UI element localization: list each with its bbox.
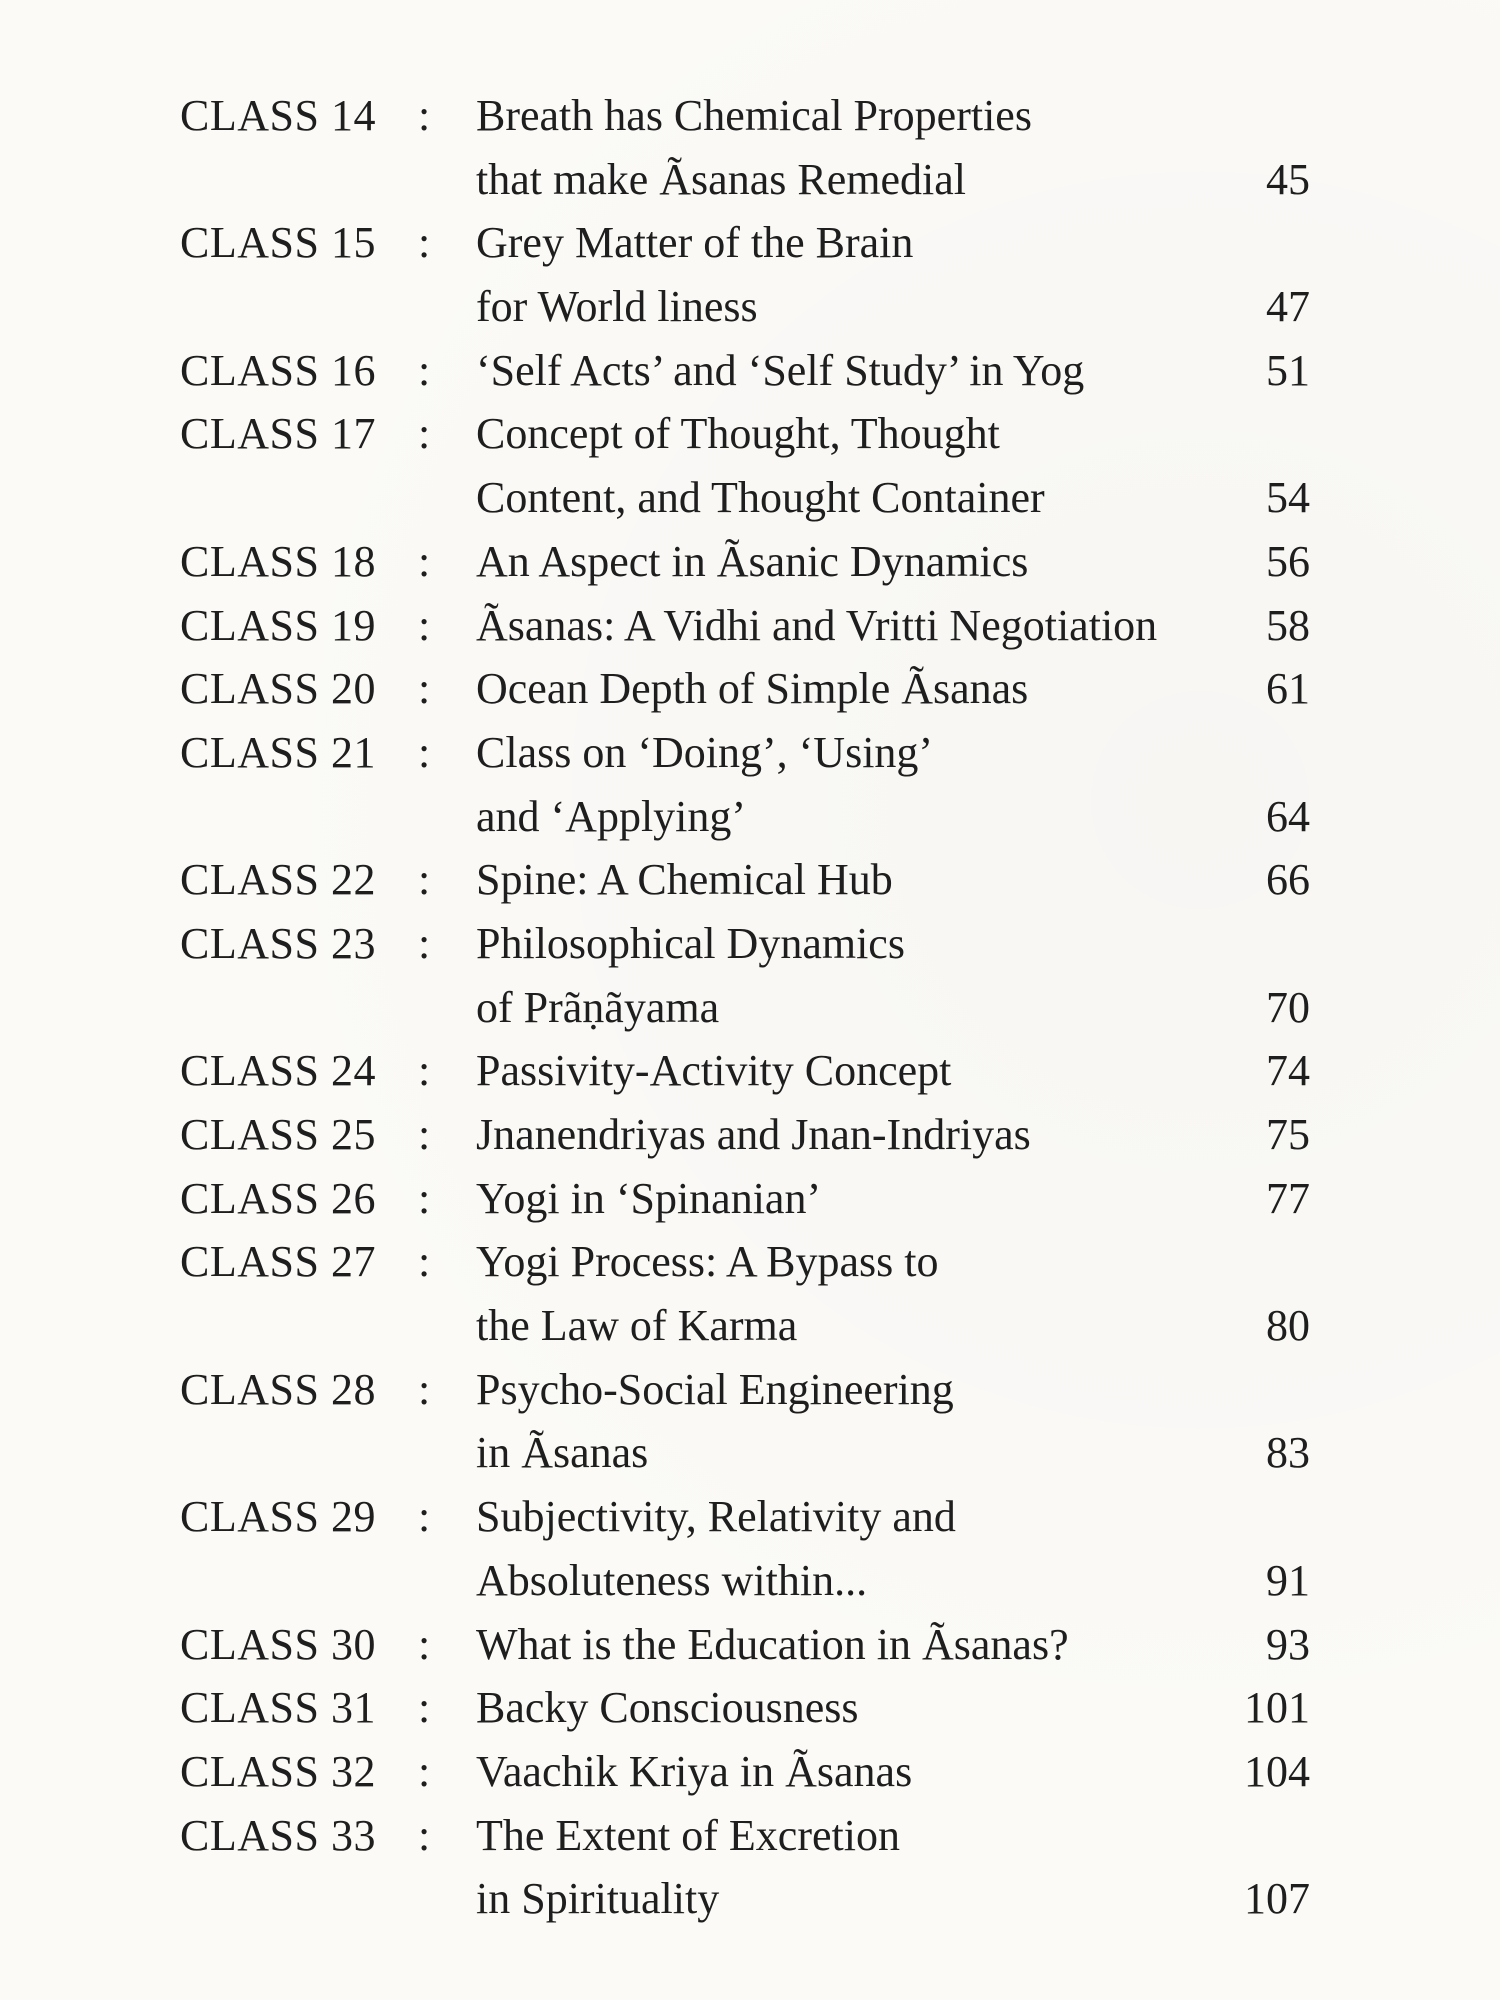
chapter-title: Backy Consciousness bbox=[476, 1683, 859, 1733]
chapter-title: the Law of Karma bbox=[476, 1301, 798, 1351]
class-label: CLASS 20 bbox=[180, 664, 376, 714]
page-number: 75 bbox=[1266, 1110, 1310, 1159]
chapter-title: Subjectivity, Relativity and bbox=[476, 1492, 956, 1542]
page-number: 61 bbox=[1266, 664, 1310, 714]
page-number: 54 bbox=[1266, 473, 1310, 523]
chapter-title: Grey Matter of the Brain bbox=[476, 218, 914, 268]
toc-entry bbox=[0, 1230, 1500, 1357]
label-separator: : bbox=[418, 1746, 431, 1796]
label-separator: : bbox=[418, 1492, 431, 1542]
toc-entry bbox=[0, 211, 1500, 338]
page-number: 104 bbox=[1244, 1746, 1310, 1796]
label-separator: : bbox=[418, 345, 431, 395]
toc-entry-line bbox=[0, 1549, 1500, 1613]
chapter-title: and ‘Applying’ bbox=[476, 791, 747, 841]
toc-entry-line bbox=[0, 976, 1500, 1040]
class-label: CLASS 28 bbox=[180, 1364, 376, 1414]
toc-entry-line bbox=[0, 1676, 1500, 1740]
page-number: 51 bbox=[1266, 345, 1310, 395]
toc-entry bbox=[0, 1358, 1500, 1485]
toc-entry bbox=[0, 1613, 1500, 1677]
toc-entry-line bbox=[0, 84, 1500, 148]
toc-entry-line bbox=[0, 466, 1500, 530]
toc-entry-line bbox=[0, 1867, 1500, 1931]
class-label: CLASS 21 bbox=[180, 727, 376, 777]
toc-entry-line bbox=[0, 1294, 1500, 1358]
chapter-title: Passivity-Activity Concept bbox=[476, 1046, 952, 1096]
toc-entry-line bbox=[0, 594, 1500, 658]
class-label: CLASS 25 bbox=[180, 1110, 376, 1159]
toc-entry bbox=[0, 1103, 1500, 1167]
page-number: 93 bbox=[1266, 1619, 1310, 1669]
page-number: 66 bbox=[1266, 855, 1310, 905]
toc-entry-line bbox=[0, 148, 1500, 212]
chapter-title: Vaachik Kriya in Ãsanas bbox=[476, 1746, 913, 1796]
toc-entry-line bbox=[0, 339, 1500, 403]
toc-entry-line bbox=[0, 530, 1500, 594]
toc-entry bbox=[0, 594, 1500, 658]
class-label: CLASS 17 bbox=[180, 409, 376, 459]
page-number: 77 bbox=[1266, 1173, 1310, 1223]
page-number: 83 bbox=[1266, 1428, 1310, 1478]
chapter-title: An Aspect in Ãsanic Dynamics bbox=[476, 536, 1029, 586]
toc-entry-line bbox=[0, 1804, 1500, 1868]
toc-entry-line bbox=[0, 657, 1500, 721]
chapter-title: for World liness bbox=[476, 282, 758, 332]
toc-entry bbox=[0, 912, 1500, 1039]
label-separator: : bbox=[418, 218, 431, 268]
class-label: CLASS 27 bbox=[180, 1237, 376, 1287]
toc-entry-line bbox=[0, 275, 1500, 339]
label-separator: : bbox=[418, 409, 431, 459]
toc-entry-line bbox=[0, 1485, 1500, 1549]
chapter-title: Psycho-Social Engineering bbox=[476, 1364, 954, 1414]
label-separator: : bbox=[418, 664, 431, 714]
page-number: 45 bbox=[1266, 154, 1310, 204]
label-separator: : bbox=[418, 1110, 431, 1159]
toc-entry bbox=[0, 339, 1500, 403]
page-number: 64 bbox=[1266, 791, 1310, 841]
toc-entry-line bbox=[0, 1103, 1500, 1167]
class-label: CLASS 26 bbox=[180, 1173, 376, 1223]
chapter-title: What is the Education in Ãsanas? bbox=[476, 1619, 1069, 1669]
toc-entry bbox=[0, 402, 1500, 529]
toc-entry bbox=[0, 1039, 1500, 1103]
label-separator: : bbox=[418, 1619, 431, 1669]
toc-entry bbox=[0, 1740, 1500, 1804]
chapter-title: that make Ãsanas Remedial bbox=[476, 154, 966, 204]
toc-entry bbox=[0, 721, 1500, 848]
class-label: CLASS 14 bbox=[180, 91, 376, 140]
toc-entry-line bbox=[0, 785, 1500, 849]
class-label: CLASS 15 bbox=[180, 218, 376, 268]
toc-entry bbox=[0, 530, 1500, 594]
class-label: CLASS 32 bbox=[180, 1746, 376, 1796]
page-number: 107 bbox=[1244, 1874, 1310, 1924]
chapter-title: Breath has Chemical Properties bbox=[476, 91, 1032, 140]
class-label: CLASS 24 bbox=[180, 1046, 376, 1096]
chapter-title: Spine: A Chemical Hub bbox=[476, 855, 893, 905]
toc-entry-line bbox=[0, 1039, 1500, 1103]
chapter-title: Absoluteness within... bbox=[476, 1555, 868, 1605]
toc-entry-line bbox=[0, 721, 1500, 785]
label-separator: : bbox=[418, 1364, 431, 1414]
chapter-title: Ãsanas: A Vidhi and Vritti Negotiation bbox=[476, 600, 1158, 650]
chapter-title: in Ãsanas bbox=[476, 1428, 649, 1478]
label-separator: : bbox=[418, 727, 431, 777]
page-number: 101 bbox=[1244, 1683, 1310, 1733]
toc-entry bbox=[0, 1676, 1500, 1740]
page-number: 47 bbox=[1266, 282, 1310, 332]
chapter-title: Yogi Process: A Bypass to bbox=[476, 1237, 939, 1287]
toc-entry bbox=[0, 1485, 1500, 1612]
label-separator: : bbox=[418, 1683, 431, 1733]
class-label: CLASS 31 bbox=[180, 1683, 376, 1733]
label-separator: : bbox=[418, 1046, 431, 1096]
label-separator: : bbox=[418, 855, 431, 905]
label-separator: : bbox=[418, 1237, 431, 1287]
class-label: CLASS 19 bbox=[180, 600, 376, 650]
chapter-title: Yogi in ‘Spinanian’ bbox=[476, 1173, 822, 1223]
label-separator: : bbox=[418, 1810, 431, 1860]
toc-entry-line bbox=[0, 912, 1500, 976]
label-separator: : bbox=[418, 600, 431, 650]
toc-entry-line bbox=[0, 1358, 1500, 1422]
class-label: CLASS 23 bbox=[180, 918, 376, 968]
label-separator: : bbox=[418, 91, 431, 140]
chapter-title: Jnanendriyas and Jnan-Indriyas bbox=[476, 1110, 1031, 1159]
toc-entry-line bbox=[0, 1167, 1500, 1231]
toc-entry-line bbox=[0, 211, 1500, 275]
chapter-title: Concept of Thought, Thought bbox=[476, 409, 1000, 459]
class-label: CLASS 16 bbox=[180, 345, 376, 395]
page-number: 58 bbox=[1266, 600, 1310, 650]
class-label: CLASS 30 bbox=[180, 1619, 376, 1669]
toc-entry-line bbox=[0, 1613, 1500, 1677]
chapter-title: ‘Self Acts’ and ‘Self Study’ in Yog bbox=[476, 345, 1085, 395]
page-number: 70 bbox=[1266, 982, 1310, 1032]
page-number: 56 bbox=[1266, 536, 1310, 586]
chapter-title: Content, and Thought Container bbox=[476, 473, 1045, 523]
chapter-title: Philosophical Dynamics bbox=[476, 918, 905, 968]
toc-entry-line bbox=[0, 848, 1500, 912]
toc-entry-line bbox=[0, 1740, 1500, 1804]
toc-entry bbox=[0, 1804, 1500, 1931]
chapter-title: The Extent of Excretion bbox=[476, 1810, 900, 1860]
label-separator: : bbox=[418, 1173, 431, 1223]
page-number: 74 bbox=[1266, 1046, 1310, 1096]
class-label: CLASS 33 bbox=[180, 1810, 376, 1860]
toc-entry bbox=[0, 84, 1500, 211]
chapter-title: in Spirituality bbox=[476, 1874, 720, 1924]
chapter-title: Class on ‘Doing’, ‘Using’ bbox=[476, 727, 934, 777]
label-separator: : bbox=[418, 536, 431, 586]
class-label: CLASS 18 bbox=[180, 536, 376, 586]
table-of-contents bbox=[0, 84, 1500, 1931]
class-label: CLASS 29 bbox=[180, 1492, 376, 1542]
page-number: 91 bbox=[1266, 1555, 1310, 1605]
chapter-title: Ocean Depth of Simple Ãsanas bbox=[476, 664, 1029, 714]
toc-entry-line bbox=[0, 1421, 1500, 1485]
class-label: CLASS 22 bbox=[180, 855, 376, 905]
label-separator: : bbox=[418, 918, 431, 968]
page-number: 80 bbox=[1266, 1301, 1310, 1351]
toc-entry bbox=[0, 1167, 1500, 1231]
toc-entry bbox=[0, 657, 1500, 721]
toc-entry bbox=[0, 848, 1500, 912]
chapter-title: of Prãṇãyama bbox=[476, 982, 720, 1032]
toc-entry-line bbox=[0, 1230, 1500, 1294]
toc-entry-line bbox=[0, 402, 1500, 466]
